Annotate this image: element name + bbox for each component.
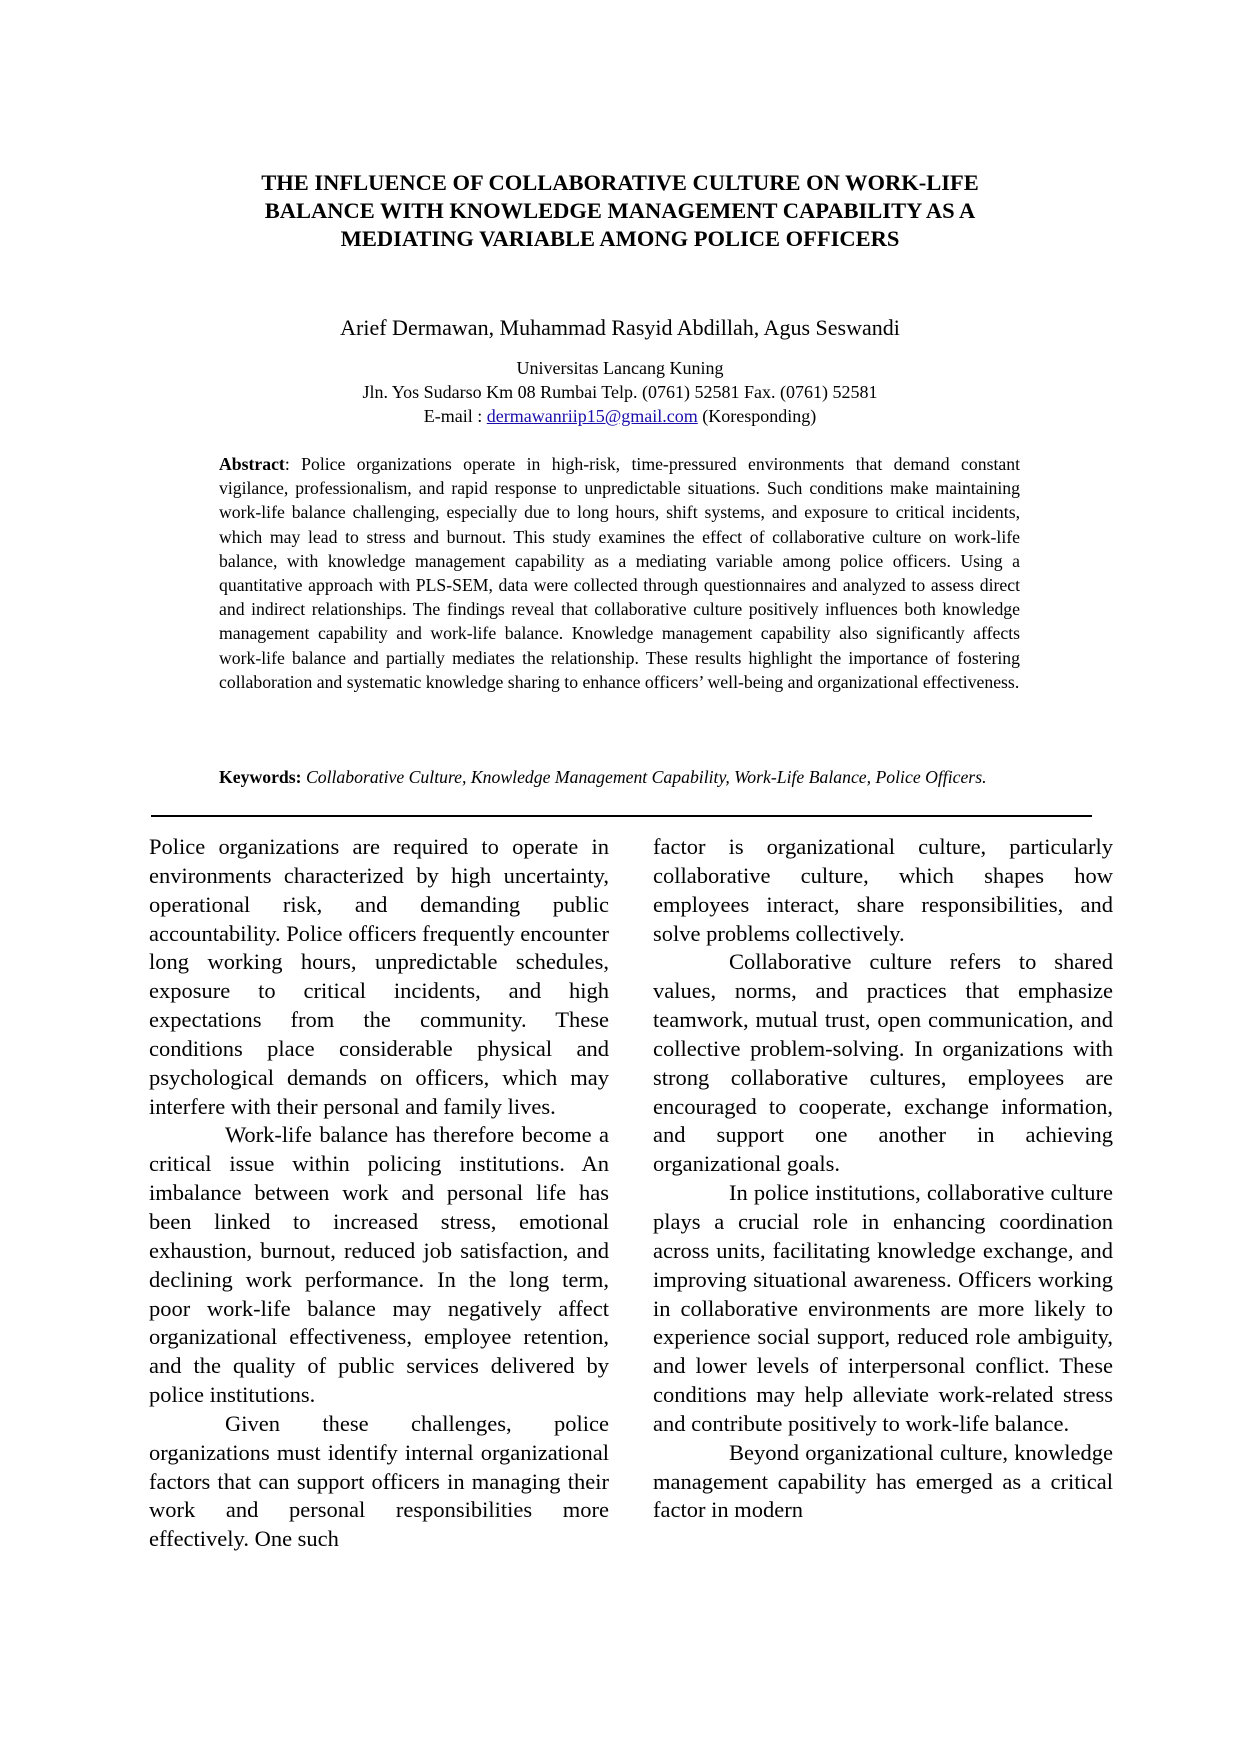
body-paragraph: Beyond organizational culture, knowledge management capability has emerged as a critical factor in modern <box>653 1439 1113 1523</box>
email-link[interactable]: dermawanriip15@gmail.com <box>486 406 698 426</box>
title-line: MEDIATING VARIABLE AMONG POLICE OFFICERS <box>340 226 900 251</box>
body-paragraph: Collaborative culture refers to shared values, norms, and practices that emphasize teamwork, mutual trust, open communication, and collective problem-solving. In organizations with strong collaborative cultures, employees are encouraged to cooperate, exchange information, and support one another in achieving organizational goals. <box>653 949 1113 1177</box>
email-line <box>170 404 1070 428</box>
body-paragraph: Police organizations are required to operate in environments characterized by high uncertainty, operational risk, and demanding public accountability. Police officers frequently encounter long working hours, unpredictable schedules, exposure to critical incidents, and high expectations from the community. These conditions place considerable physical and psychological demands on officers, which may interfere with their personal and family lives. <box>149 834 609 1119</box>
abstract-label: Abstract <box>219 454 285 474</box>
email-suffix: (Koresponding) <box>697 406 817 426</box>
author-list: Arief Dermawan, Muhammad Rasyid Abdillah, Agus Seswandi <box>340 315 900 340</box>
body-paragraph: factor is organizational culture, particularly collaborative culture, which shapes how employees interact, share responsibilities, and solve problems collectively. <box>653 834 1113 946</box>
institution: Universitas Lancang Kuning <box>516 358 724 378</box>
keywords-label: Keywords: <box>219 767 302 787</box>
section-divider <box>151 815 1092 817</box>
title-line: BALANCE WITH KNOWLEDGE MANAGEMENT CAPABILITY AS A <box>264 198 976 223</box>
body-right-column <box>653 833 1113 1525</box>
title-line: THE INFLUENCE OF COLLABORATIVE CULTURE ON WORK-LIFE <box>261 170 979 195</box>
address: Jln. Yos Sudarso Km 08 Rumbai Telp. (0761) 52581 Fax. (0761) 52581 <box>362 382 878 402</box>
paper-title <box>170 169 1070 253</box>
body-paragraph: Work-life balance has therefore become a critical issue within policing institutions. An imbalance between work and personal life has been linked to increased stress, emotional exhaustion, burnout, reduced job satisfaction, and declining work performance. In the long term, poor work-life balance may negatively affect organizational effectiveness, employee retention, and the quality of public services delivered by police institutions. <box>149 1122 609 1408</box>
body-left-column <box>149 833 609 1554</box>
affiliation-block <box>170 356 1070 428</box>
abstract-text: : Police organizations operate in high-risk, time-pressured environments that demand constant vigilance, professionalism, and rapid response to unpredictable situations. Such conditions make maintaining work-life balance challenging, especially due to long hours, shift systems, and exposure to critical incidents, which may lead to stress and burnout. This study examines the effect of collaborative culture on work-life balance, with knowledge management capability as a mediating variable among police officers. Using a quantitative approach with PLS-SEM, data were collected through questionnaires and analyzed to assess direct and indirect relationships. The findings reveal that collaborative culture positively influences both knowledge management capability and work-life balance. Knowledge management capability also significantly affects work-life balance and partially mediates the relationship. These results highlight the importance of fostering collaboration and systematic knowledge sharing to enhance officers’ well-being and organizational effectiveness. <box>219 454 1020 692</box>
keywords <box>219 765 1020 789</box>
body-paragraph: Given these challenges, police organizations must identify internal organizational factors that can support officers in managing their work and personal responsibilities more effectively. One such <box>149 1410 609 1552</box>
abstract <box>219 452 1020 694</box>
keywords-text: Collaborative Culture, Knowledge Management Capability, Work-Life Balance, Police Officers. <box>305 767 987 787</box>
body-paragraph: In police institutions, collaborative culture plays a crucial role in enhancing coordination across units, facilitating knowledge exchange, and improving situational awareness. Officers working in collaborative environments are more likely to experience social support, reduced role ambiguity, and lower levels of interpersonal conflict. These conditions may help alleviate work-related stress and contribute positively to work-life balance. <box>653 1180 1113 1436</box>
email-prefix: E-mail : <box>423 406 487 426</box>
